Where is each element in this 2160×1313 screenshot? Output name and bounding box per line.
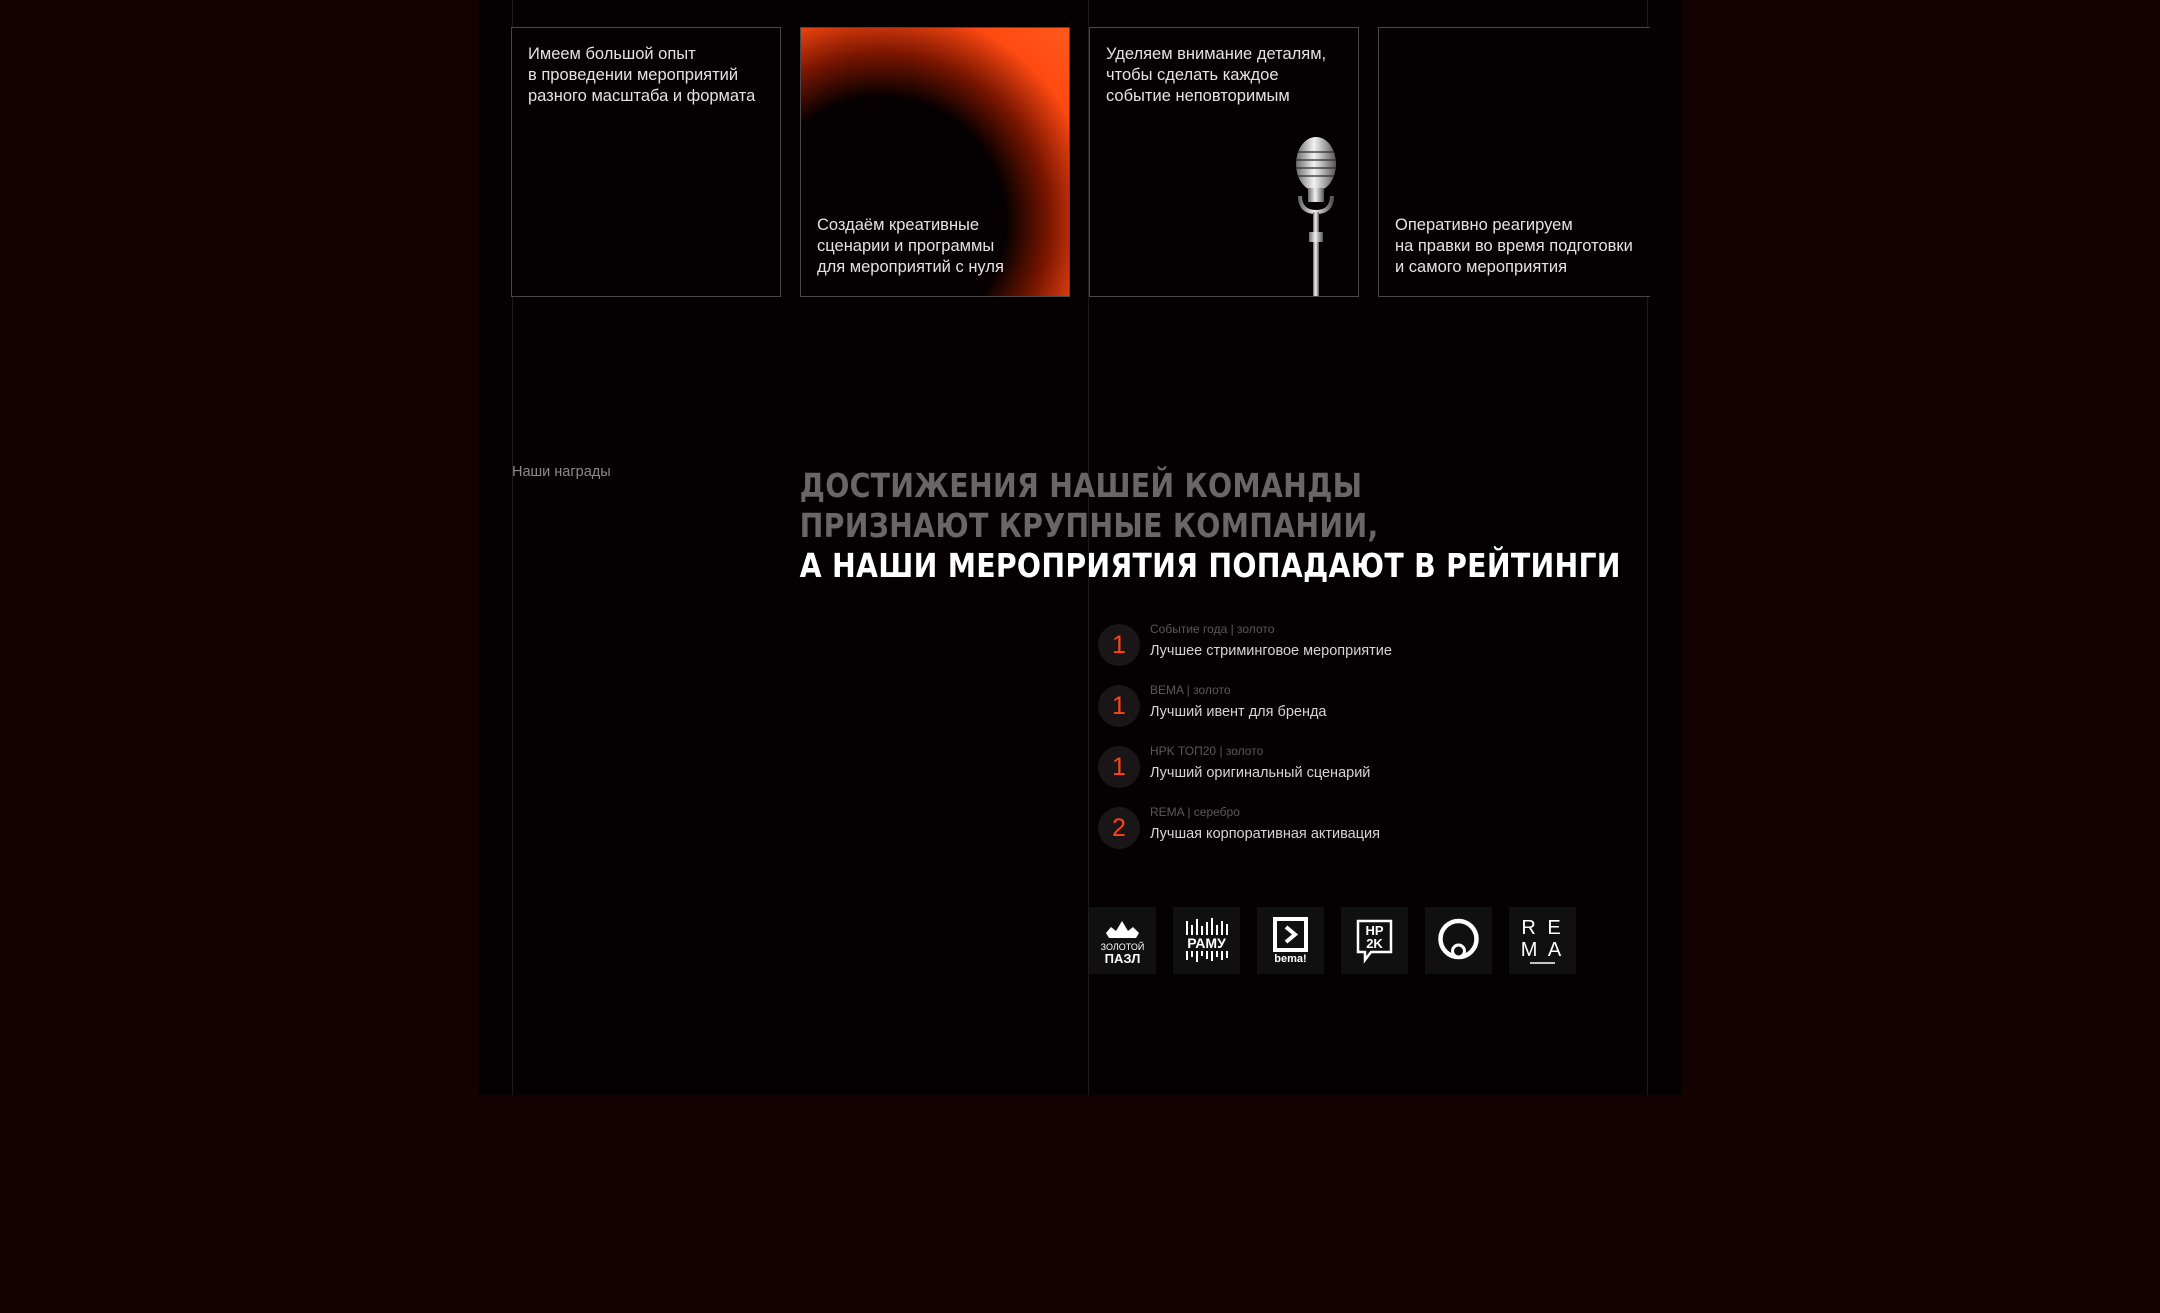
- award-title: Лучшее стриминговое мероприятие: [1150, 643, 1392, 659]
- card-text: Создаём креативные сценарии и программы для мероприятий с нуля: [817, 216, 1004, 276]
- sobytie-goda-logo[interactable]: [1425, 907, 1492, 974]
- award-item: [1098, 744, 1658, 805]
- logo-caption: ПАЗЛ: [1104, 951, 1141, 966]
- headline-line-3: А НАШИ МЕРОПРИЯТИЯ ПОПАДАЮТ В РЕЙТИНГИ: [799, 546, 1621, 585]
- awards-headline: [800, 466, 1621, 586]
- awards-label: Наши награды: [512, 464, 611, 480]
- card-text: Уделяем внимание деталям, чтобы сделать каждое событие неповторимым: [1106, 45, 1327, 105]
- zolotoy-pazl-logo[interactable]: [1089, 907, 1156, 974]
- award-item: [1098, 805, 1658, 866]
- logo-caption: ЗОЛОТОЙ: [1100, 942, 1145, 952]
- feature-card-scenarios: [800, 27, 1070, 297]
- ramu-logo[interactable]: [1173, 907, 1240, 974]
- headline-line-1: ДОСТИЖЕНИЯ НАШЕЙ КОМАНДЫ: [799, 466, 1363, 505]
- awards-list: [1098, 622, 1658, 866]
- logo-caption: M A: [1520, 939, 1565, 961]
- logo-caption: HP: [1365, 923, 1384, 938]
- logo-caption: R E: [1521, 917, 1564, 939]
- feature-card-details: [1089, 27, 1359, 297]
- award-title: Лучший ивент для бренда: [1150, 704, 1327, 720]
- hpk-logo[interactable]: [1341, 907, 1408, 974]
- logo-caption: РАМУ: [1187, 935, 1226, 951]
- underline-icon: [1509, 907, 1576, 974]
- award-meta: Событие года | золото: [1150, 622, 1275, 636]
- bema-logo[interactable]: [1257, 907, 1324, 974]
- award-place-badge: 1: [1098, 624, 1140, 666]
- feature-card-experience: [511, 27, 781, 297]
- award-item: [1098, 622, 1658, 683]
- award-place-badge: 1: [1098, 685, 1140, 727]
- card-text: Оперативно реагируем на правки во время подготовки и самого мероприятия: [1395, 216, 1633, 276]
- logo-caption: 2K: [1366, 936, 1383, 951]
- page-panel: [479, 0, 1681, 1095]
- ring-icon: [1425, 907, 1492, 974]
- award-place-badge: 2: [1098, 807, 1140, 849]
- award-title: Лучшая корпоративная активация: [1150, 826, 1380, 842]
- award-meta: BEMA | золото: [1150, 683, 1231, 697]
- award-meta: HPK ТОП20 | золото: [1150, 744, 1264, 758]
- award-meta: REMA | серебро: [1150, 805, 1240, 819]
- award-title: Лучший оригинальный сценарий: [1150, 765, 1371, 781]
- microphone-icon: [1288, 136, 1342, 297]
- logo-caption: bema!: [1274, 953, 1307, 965]
- award-item: [1098, 683, 1658, 744]
- rema-logo[interactable]: [1509, 907, 1576, 974]
- feature-card-responsive: [1378, 27, 1650, 297]
- award-place-badge: 1: [1098, 746, 1140, 788]
- card-text: Имеем большой опыт в проведении мероприятий разного масштаба и формата: [528, 45, 756, 105]
- headline-line-2: ПРИЗНАЮТ КРУПНЫЕ КОМПАНИИ,: [799, 506, 1379, 545]
